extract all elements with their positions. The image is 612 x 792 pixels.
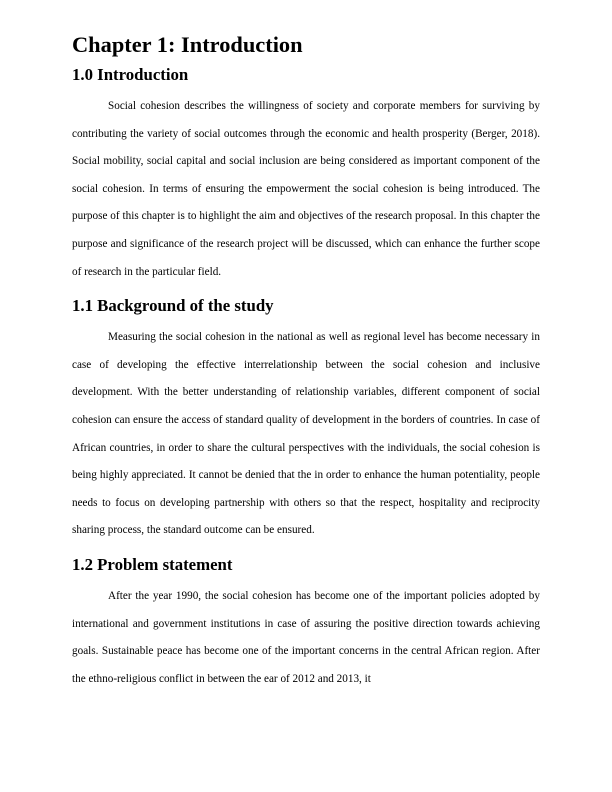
chapter-title: Chapter 1: Introduction [72,32,303,57]
paragraph-problem-statement: After the year 1990, the social cohesion has become one of the important policies adopted by international and government institutions in case of assuring the positive direction towards achieving goals. Sustainable peace has become one of the important concerns in the central African region. After the ethno-religious conflict in between the ear of 2012 and 2013, it [72,589,540,685]
paragraph-background: Measuring the social cohesion in the national as well as regional level has become necessary in case of developing the effective interrelationship between the social cohesion and inclusive development. With the better understanding of relationship variables, different component of social cohesion can ensure the access of standard quality of development in the borders of countries. In case of African countries, in order to share the cultural perspectives with the individuals, the social cohesion is being highly appreciated. It cannot be denied that the in order to enhance the human potentiality, people needs to focus on developing partnership with others so that the respect, hospitality and reciprocity sharing process, the standard outcome can be ensured. [72,331,540,537]
section-heading-problem-statement: 1.2 Problem statement [72,554,233,574]
section-heading-introduction: 1.0 Introduction [72,65,189,84]
paragraph-introduction: Social cohesion describes the willingness of society and corporate members for surviving by contributing the variety of social outcomes through the economic and health prosperity (Berger, 2018). Social mobility, social capital and social inclusion are being considered as important component of the social cohesion. In terms of ensuring the empowerment the social cohesion is being introduced. The purpose of this chapter is to highlight the aim and objectives of the research proposal. In this chapter the purpose and significance of the research project will be discussed, which can enhance the further scope of research in the particular field. [72,100,540,278]
section-heading-background: 1.1 Background of the study [72,296,274,316]
document-page [72,33,540,701]
